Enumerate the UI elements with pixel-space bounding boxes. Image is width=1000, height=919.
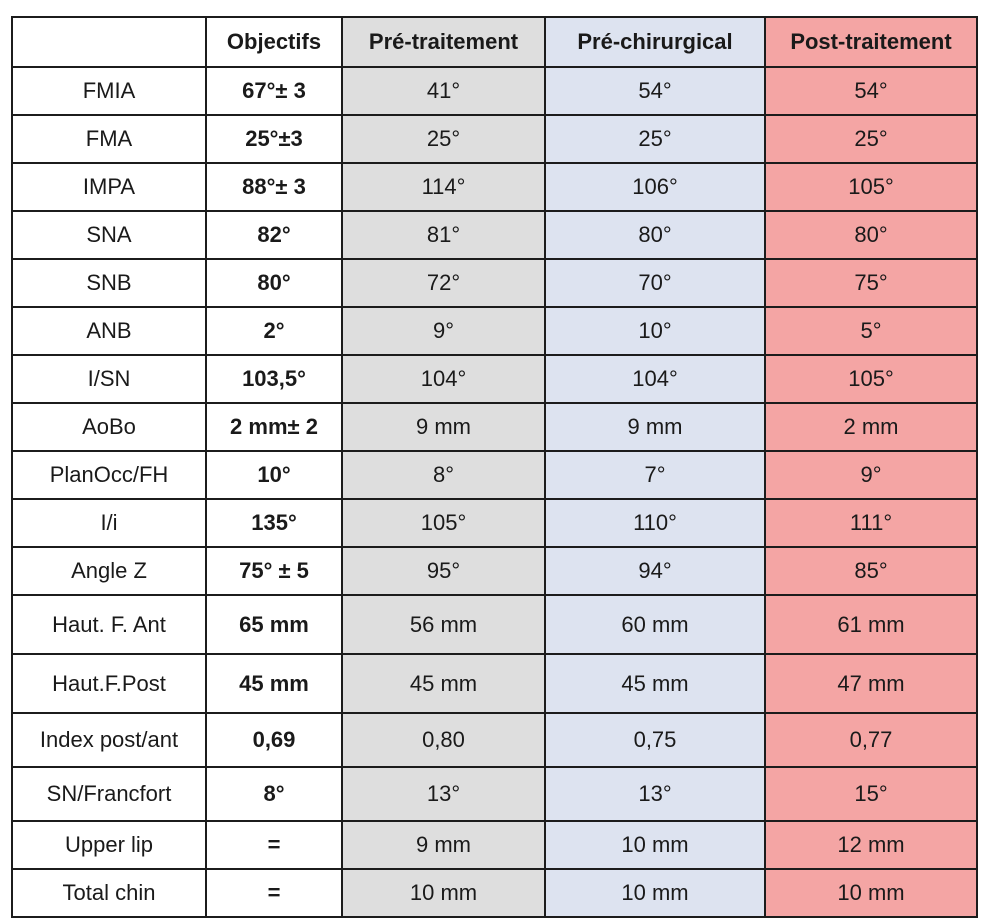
objectif-cell: 25°±3	[206, 115, 342, 163]
pre-traitement-cell: 114°	[342, 163, 545, 211]
header-row	[12, 17, 977, 67]
pre-traitement-cell: 56 mm	[342, 595, 545, 654]
table-row	[12, 767, 977, 821]
row-label: Index post/ant	[12, 713, 206, 767]
pre-traitement-cell: 9 mm	[342, 821, 545, 869]
objectif-cell: =	[206, 869, 342, 917]
pre-traitement-cell: 95°	[342, 547, 545, 595]
post-traitement-cell: 105°	[765, 355, 977, 403]
post-traitement-cell: 105°	[765, 163, 977, 211]
pre-chirurgical-cell: 7°	[545, 451, 765, 499]
pre-traitement-cell: 25°	[342, 115, 545, 163]
pre-traitement-cell: 8°	[342, 451, 545, 499]
objectif-cell: 45 mm	[206, 654, 342, 713]
objectif-cell: 10°	[206, 451, 342, 499]
pre-traitement-cell: 104°	[342, 355, 545, 403]
table-row	[12, 654, 977, 713]
pre-chirurgical-cell: 13°	[545, 767, 765, 821]
post-traitement-cell: 10 mm	[765, 869, 977, 917]
pre-chirurgical-cell: 10°	[545, 307, 765, 355]
pre-traitement-cell: 81°	[342, 211, 545, 259]
objectif-cell: 67°± 3	[206, 67, 342, 115]
pre-chirurgical-cell: 54°	[545, 67, 765, 115]
post-traitement-cell: 25°	[765, 115, 977, 163]
cephalometric-table	[11, 16, 978, 918]
objectif-cell: 88°± 3	[206, 163, 342, 211]
header-pre-traitement: Pré-traitement	[342, 17, 545, 67]
header-objectifs: Objectifs	[206, 17, 342, 67]
row-label: FMA	[12, 115, 206, 163]
post-traitement-cell: 61 mm	[765, 595, 977, 654]
table-row	[12, 67, 977, 115]
pre-chirurgical-cell: 60 mm	[545, 595, 765, 654]
pre-traitement-cell: 72°	[342, 259, 545, 307]
row-label: Upper lip	[12, 821, 206, 869]
pre-traitement-cell: 13°	[342, 767, 545, 821]
row-label: Haut.F.Post	[12, 654, 206, 713]
pre-chirurgical-cell: 45 mm	[545, 654, 765, 713]
table-row	[12, 115, 977, 163]
table-row	[12, 547, 977, 595]
pre-traitement-cell: 0,80	[342, 713, 545, 767]
header-post-traitement: Post-traitement	[765, 17, 977, 67]
post-traitement-cell: 15°	[765, 767, 977, 821]
pre-chirurgical-cell: 104°	[545, 355, 765, 403]
row-label: Total chin	[12, 869, 206, 917]
pre-chirurgical-cell: 110°	[545, 499, 765, 547]
pre-chirurgical-cell: 106°	[545, 163, 765, 211]
table-row	[12, 451, 977, 499]
pre-chirurgical-cell: 94°	[545, 547, 765, 595]
pre-traitement-cell: 41°	[342, 67, 545, 115]
table-row	[12, 595, 977, 654]
post-traitement-cell: 9°	[765, 451, 977, 499]
table-row	[12, 869, 977, 917]
objectif-cell: 0,69	[206, 713, 342, 767]
table-row	[12, 163, 977, 211]
table-row	[12, 821, 977, 869]
row-label: SN/Francfort	[12, 767, 206, 821]
post-traitement-cell: 47 mm	[765, 654, 977, 713]
table-row	[12, 307, 977, 355]
table-row	[12, 211, 977, 259]
row-label: I/SN	[12, 355, 206, 403]
post-traitement-cell: 0,77	[765, 713, 977, 767]
pre-traitement-cell: 9°	[342, 307, 545, 355]
row-label: Angle Z	[12, 547, 206, 595]
pre-chirurgical-cell: 25°	[545, 115, 765, 163]
pre-chirurgical-cell: 70°	[545, 259, 765, 307]
pre-chirurgical-cell: 10 mm	[545, 869, 765, 917]
row-label: Haut. F. Ant	[12, 595, 206, 654]
post-traitement-cell: 5°	[765, 307, 977, 355]
post-traitement-cell: 2 mm	[765, 403, 977, 451]
post-traitement-cell: 12 mm	[765, 821, 977, 869]
pre-traitement-cell: 9 mm	[342, 403, 545, 451]
objectif-cell: 2°	[206, 307, 342, 355]
table-row	[12, 499, 977, 547]
row-label: AoBo	[12, 403, 206, 451]
table-row	[12, 259, 977, 307]
table-row	[12, 713, 977, 767]
post-traitement-cell: 111°	[765, 499, 977, 547]
row-label: IMPA	[12, 163, 206, 211]
objectif-cell: 8°	[206, 767, 342, 821]
post-traitement-cell: 85°	[765, 547, 977, 595]
objectif-cell: 103,5°	[206, 355, 342, 403]
objectif-cell: 65 mm	[206, 595, 342, 654]
row-label: SNB	[12, 259, 206, 307]
row-label: PlanOcc/FH	[12, 451, 206, 499]
table-row	[12, 355, 977, 403]
pre-chirurgical-cell: 0,75	[545, 713, 765, 767]
pre-chirurgical-cell: 10 mm	[545, 821, 765, 869]
row-label: FMIA	[12, 67, 206, 115]
objectif-cell: 82°	[206, 211, 342, 259]
post-traitement-cell: 75°	[765, 259, 977, 307]
objectif-cell: 80°	[206, 259, 342, 307]
post-traitement-cell: 54°	[765, 67, 977, 115]
pre-chirurgical-cell: 9 mm	[545, 403, 765, 451]
row-label: ANB	[12, 307, 206, 355]
pre-traitement-cell: 45 mm	[342, 654, 545, 713]
header-pre-chirurgical: Pré-chirurgical	[545, 17, 765, 67]
objectif-cell: =	[206, 821, 342, 869]
pre-traitement-cell: 10 mm	[342, 869, 545, 917]
header-empty	[12, 17, 206, 67]
objectif-cell: 75° ± 5	[206, 547, 342, 595]
table-row	[12, 403, 977, 451]
objectif-cell: 135°	[206, 499, 342, 547]
row-label: SNA	[12, 211, 206, 259]
post-traitement-cell: 80°	[765, 211, 977, 259]
pre-chirurgical-cell: 80°	[545, 211, 765, 259]
row-label: I/i	[12, 499, 206, 547]
objectif-cell: 2 mm± 2	[206, 403, 342, 451]
pre-traitement-cell: 105°	[342, 499, 545, 547]
